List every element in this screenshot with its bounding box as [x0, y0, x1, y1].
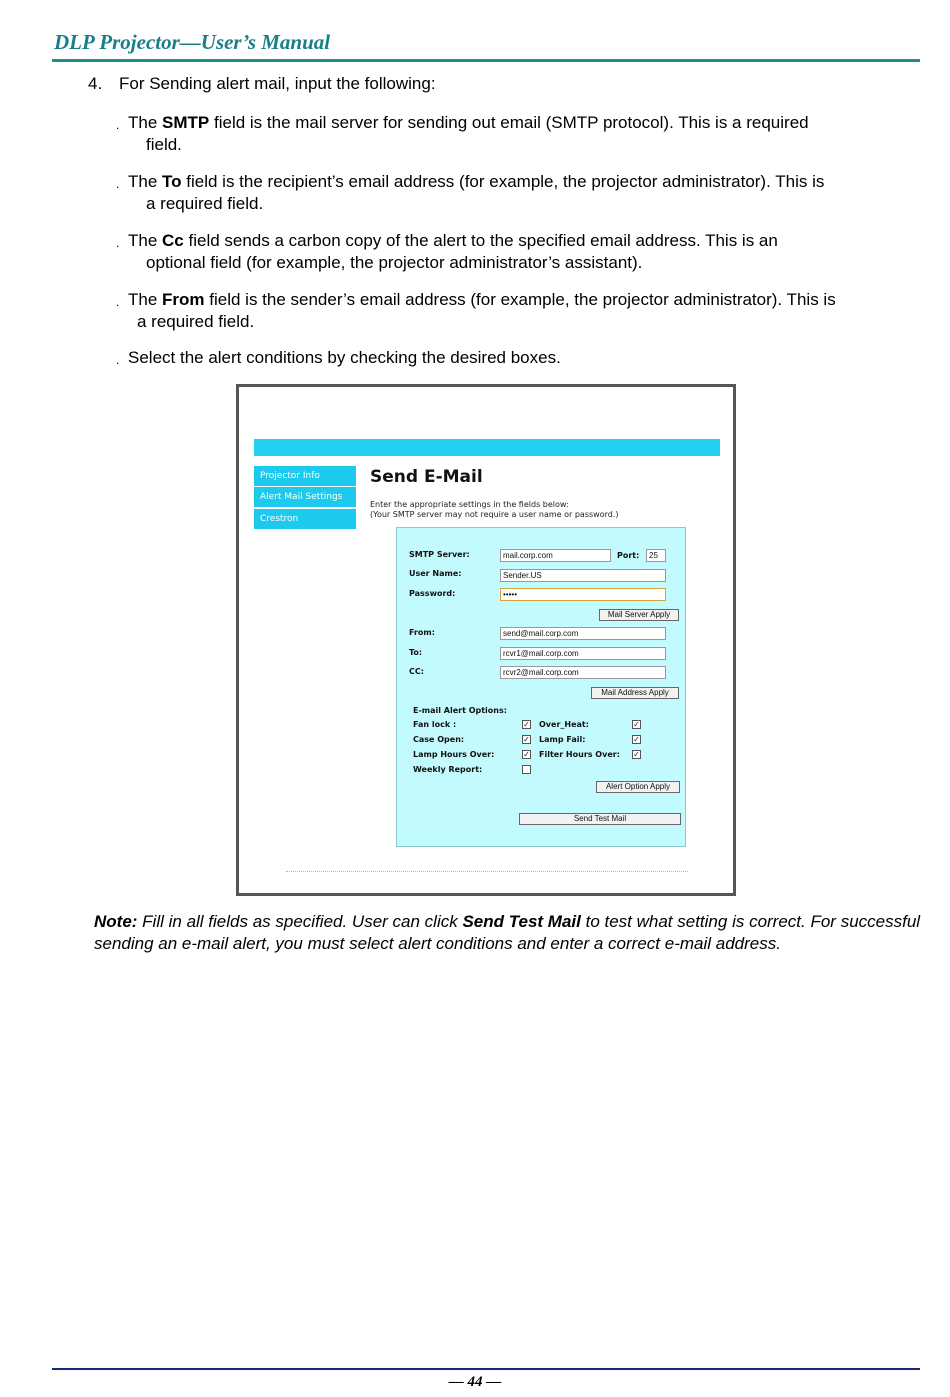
bottom-dotted-divider: [286, 871, 688, 872]
lamp-fail-label: Lamp Fail:: [539, 735, 586, 744]
fan-lock-checkbox[interactable]: ✓: [523, 720, 530, 729]
lamp-hours-checkbox[interactable]: ✓: [523, 750, 530, 759]
smtp-server-input[interactable]: mail.corp.com: [500, 549, 611, 562]
cc-input[interactable]: rcvr2@mail.corp.com: [500, 666, 666, 679]
send-email-screenshot: [236, 384, 736, 896]
password-label: Password:: [409, 589, 456, 598]
header-rule: [52, 59, 920, 62]
nav-alert-mail-settings[interactable]: Alert Mail Settings: [254, 487, 356, 507]
bullet-smtp: . The SMTP field is the mail server for sending out email (SMTP protocol). This is a required field.: [116, 113, 809, 154]
mail-address-apply-button[interactable]: Mail Address Apply: [591, 687, 679, 699]
header-title: DLP Projector—User’s Manual: [54, 30, 331, 54]
step-text: For Sending alert mail, input the following:: [119, 74, 436, 93]
bullet-select: . Select the alert conditions by checking the desired boxes.: [116, 348, 561, 367]
weekly-report-label: Weekly Report:: [413, 765, 483, 774]
note-label: Note:: [94, 912, 138, 931]
instructions: Enter the appropriate settings in the fields below: (Your SMTP server may not require a user name or password.): [370, 500, 619, 519]
user-name-label: User Name:: [409, 569, 462, 578]
email-settings-panel: [396, 527, 686, 847]
bullet-cc: . The Cc field sends a carbon copy of the alert to the specified email address. This is an optional field (for example, the projector administrator’s assistant).: [116, 231, 778, 272]
filter-hours-checkbox[interactable]: ✓: [633, 750, 640, 759]
to-input[interactable]: rcvr1@mail.corp.com: [500, 647, 666, 660]
send-test-mail-button[interactable]: Send Test Mail: [519, 813, 681, 825]
fan-lock-label: Fan lock :: [413, 720, 457, 729]
bullet-from: . The From field is the sender’s email address (for example, the projector administrator). This is a required field.: [116, 290, 836, 331]
user-name-input[interactable]: Sender.US: [500, 569, 666, 582]
footer-rule: [52, 1368, 920, 1370]
nav-projector-info[interactable]: Projector Info: [254, 466, 356, 486]
password-input[interactable]: •••••: [500, 588, 666, 601]
cc-label: CC:: [409, 667, 424, 676]
bullet-to: . The To field is the recipient’s email address (for example, the projector administrator). This is a required field.: [116, 172, 825, 213]
to-label: To:: [409, 648, 423, 657]
step-number: 4.: [88, 74, 103, 93]
over-heat-label: Over_Heat:: [539, 720, 589, 729]
from-input[interactable]: send@mail.corp.com: [500, 627, 666, 640]
step-4: [88, 74, 436, 94]
top-cyan-bar: [254, 439, 720, 456]
case-open-checkbox[interactable]: ✓: [523, 735, 530, 744]
lamp-fail-checkbox[interactable]: ✓: [633, 735, 640, 744]
nav-crestron[interactable]: Crestron: [254, 509, 356, 529]
case-open-label: Case Open:: [413, 735, 465, 744]
lamp-hours-label: Lamp Hours Over:: [413, 750, 495, 759]
smtp-label: SMTP Server:: [409, 550, 470, 559]
weekly-report-checkbox[interactable]: [522, 765, 531, 774]
port-label: Port:: [617, 551, 640, 560]
filter-hours-label: Filter Hours Over:: [539, 750, 620, 759]
alert-option-apply-button[interactable]: Alert Option Apply: [596, 781, 680, 793]
page-number: — 44 —: [448, 1374, 502, 1390]
note-paragraph: Note: Fill in all fields as specified. User can click Send Test Mail to test what setting is correct. For successful sending an e-mail alert, you must select alert conditions and enter a correct e-mail address.: [94, 912, 921, 953]
mail-server-apply-button[interactable]: Mail Server Apply: [599, 609, 679, 621]
from-label: From:: [409, 628, 435, 637]
port-input[interactable]: 25: [646, 549, 666, 562]
send-email-title: Send E-Mail: [370, 467, 483, 487]
over-heat-checkbox[interactable]: ✓: [633, 720, 640, 729]
alert-options-label: E-mail Alert Options:: [413, 706, 507, 715]
